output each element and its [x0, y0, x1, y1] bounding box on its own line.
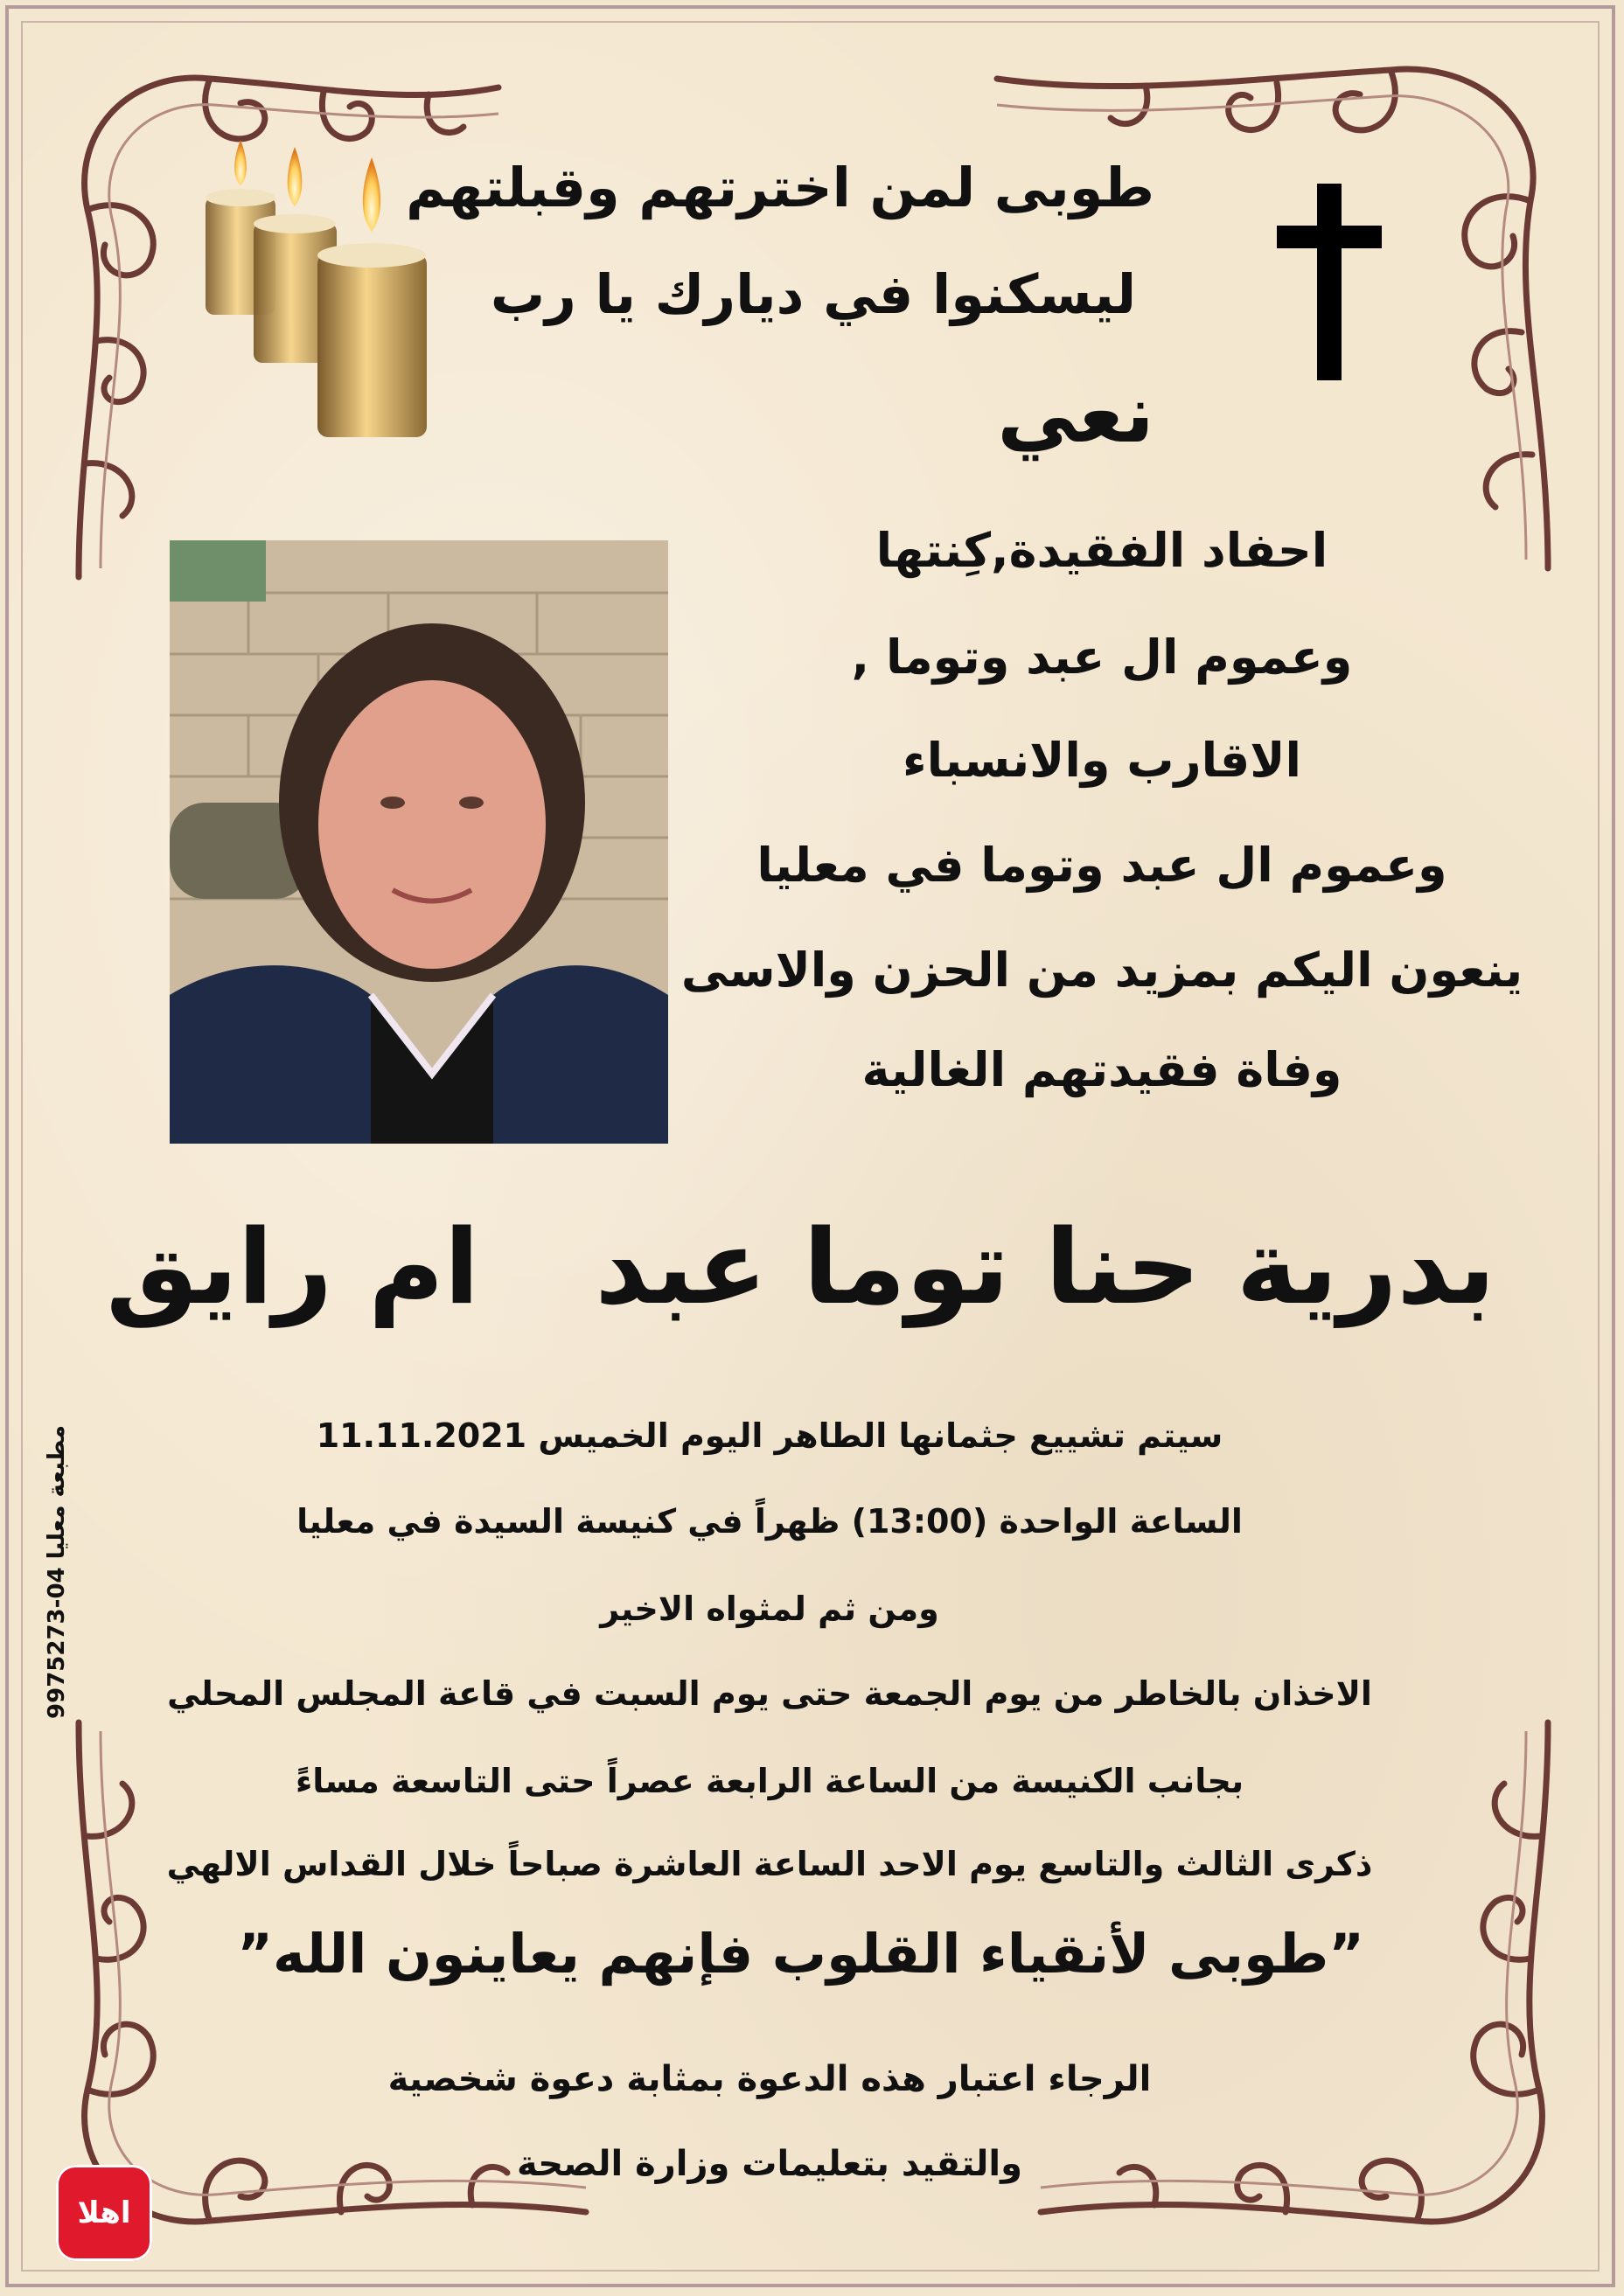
mourners-line: احفاد الفقيدة,كِنتها — [875, 523, 1328, 578]
cross-icon — [1277, 184, 1382, 380]
funeral-detail-line: ومن ثم لمثواه الاخير — [600, 1590, 939, 1628]
blessing-line-1: طوبى لمن اخترتهم وقبلتهم — [406, 156, 1154, 219]
blessing-line-2: ليسكنوا في ديارك يا رب — [490, 262, 1137, 326]
deceased-name-row — [106, 1207, 1495, 1327]
mourners-line: وعموم ال عبد وتوما في معليا — [756, 838, 1447, 893]
mourners-line: ينعون اليكم بمزيد من الحزن والاسى — [680, 943, 1523, 998]
site-badge-label: اهلا — [77, 2195, 131, 2230]
footer-line: والتقيد بتعليمات وزارة الصحة — [516, 2144, 1022, 2184]
deceased-nickname: ام رايق — [106, 1207, 480, 1327]
deceased-photo — [170, 540, 668, 1144]
scripture-quote: ”طوبى لأنقياء القلوب فإنهم يعاينون الله” — [237, 1922, 1364, 1986]
funeral-detail-line: الساعة الواحدة (13:00) ظهراً في كنيسة السيدة في معليا — [296, 1502, 1243, 1541]
mourners-line: الاقارب والانسباء — [903, 733, 1301, 788]
mourners-line: وعموم ال عبد وتوما , — [851, 630, 1353, 685]
funeral-detail-line: بجانب الكنيسة من الساعة الرابعة عصراً حتى التاسعة مساءً — [295, 1762, 1244, 1800]
portrait-image — [170, 540, 668, 1144]
notice-title: نعي — [997, 367, 1154, 461]
printer-credit: مطبعة معليا 04-9975273 — [44, 1425, 70, 1719]
funeral-detail-line: ذكرى الثالث والتاسع يوم الاحد الساعة العاشرة صباحاً خلال القداس الالهي — [166, 1845, 1373, 1883]
footer-line: الرجاء اعتبار هذه الدعوة بمثابة دعوة شخصية — [387, 2059, 1152, 2099]
candles-icon — [197, 131, 433, 446]
site-badge[interactable] — [56, 2165, 152, 2261]
mourners-line: وفاة فقيدتهم الغالية — [861, 1042, 1342, 1097]
funeral-detail-line: سيتم تشييع جثمانها الطاهر اليوم الخميس 11.11.2021 — [316, 1416, 1223, 1455]
deceased-name: بدرية حنا توما عبد — [595, 1207, 1495, 1327]
funeral-detail-line: الاخذان بالخاطر من يوم الجمعة حتى يوم السبت في قاعة المجلس المحلي — [167, 1674, 1372, 1713]
